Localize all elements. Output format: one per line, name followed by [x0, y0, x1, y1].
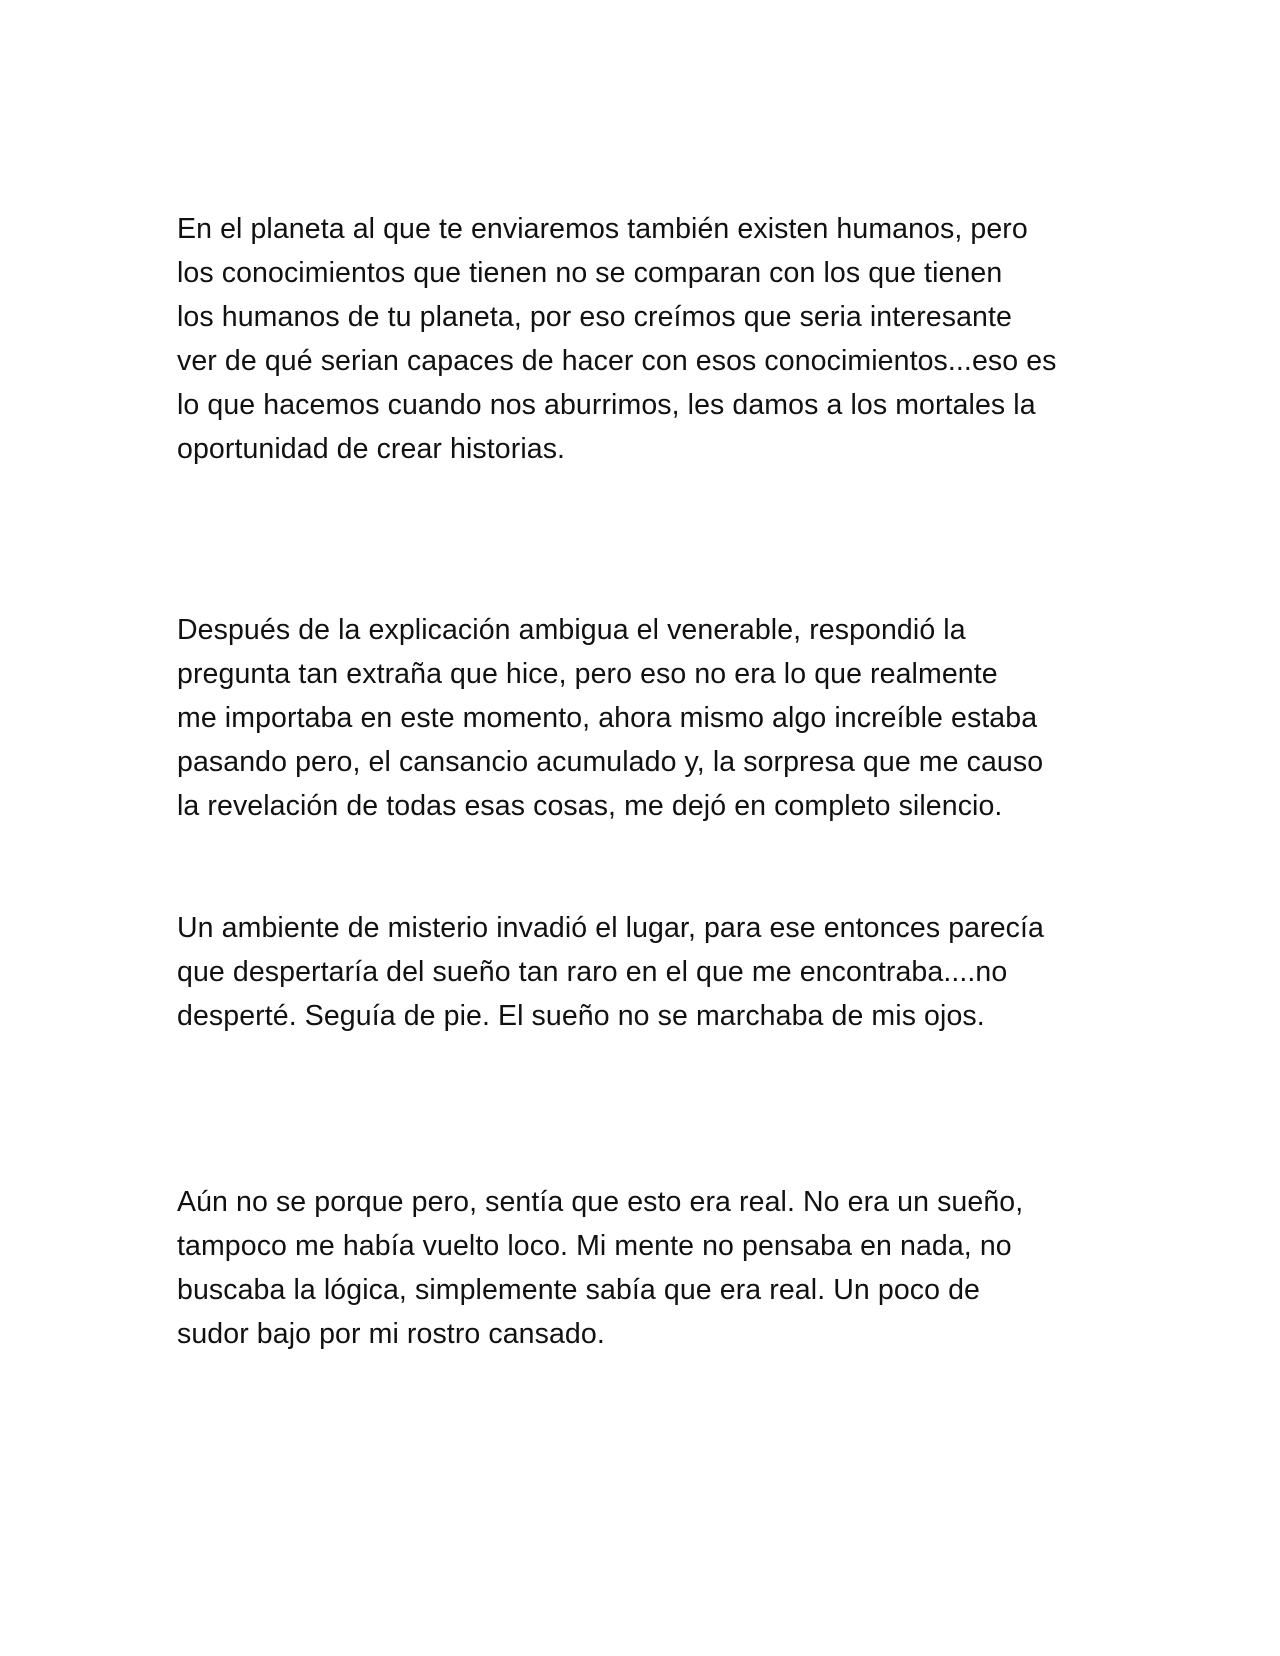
text-line: la revelación de todas esas cosas, me dejó en completo silencio. [177, 790, 1003, 822]
text-line: Después de la explicación ambigua el venerable, respondió la [177, 614, 966, 646]
text-line: pregunta tan extraña que hice, pero eso no era lo que realmente [177, 658, 998, 690]
text-line: En el planeta al que te enviaremos también existen humanos, pero [177, 213, 1028, 245]
text-line: pasando pero, el cansancio acumulado y, la sorpresa que me causo [177, 746, 1044, 778]
text-line: que despertaría del sueño tan raro en el que me encontraba....no [177, 956, 1008, 988]
text-line: Aún no se porque pero, sentía que esto era real. No era un sueño, [177, 1186, 1024, 1218]
text-line: desperté. Seguía de pie. El sueño no se marchaba de mis ojos. [177, 1000, 985, 1032]
text-line: los conocimientos que tienen no se comparan con los que tienen [177, 257, 1003, 289]
text-line: oportunidad de crear historias. [177, 433, 566, 465]
paragraph-4 [177, 1180, 1117, 1356]
text-line: buscaba la lógica, simplemente sabía que era real. Un poco de [177, 1274, 981, 1306]
text-line: me importaba en este momento, ahora mismo algo increíble estaba [177, 702, 1038, 734]
text-line: sudor bajo por mi rostro cansado. [177, 1318, 605, 1350]
text-line: ver de qué serian capaces de hacer con esos conocimientos...eso es [177, 345, 1057, 377]
text-line: los humanos de tu planeta, por eso creímos que seria interesante [177, 301, 1012, 333]
paragraph-3 [177, 906, 1117, 1038]
text-line: tampoco me había vuelto loco. Mi mente no pensaba en nada, no [177, 1230, 1012, 1262]
paragraph-2 [177, 608, 1117, 828]
text-line: lo que hacemos cuando nos aburrimos, les damos a los mortales la [177, 389, 1036, 421]
text-line: Un ambiente de misterio invadió el lugar, para ese entonces parecía [177, 912, 1044, 944]
paragraph-1 [177, 207, 1117, 471]
